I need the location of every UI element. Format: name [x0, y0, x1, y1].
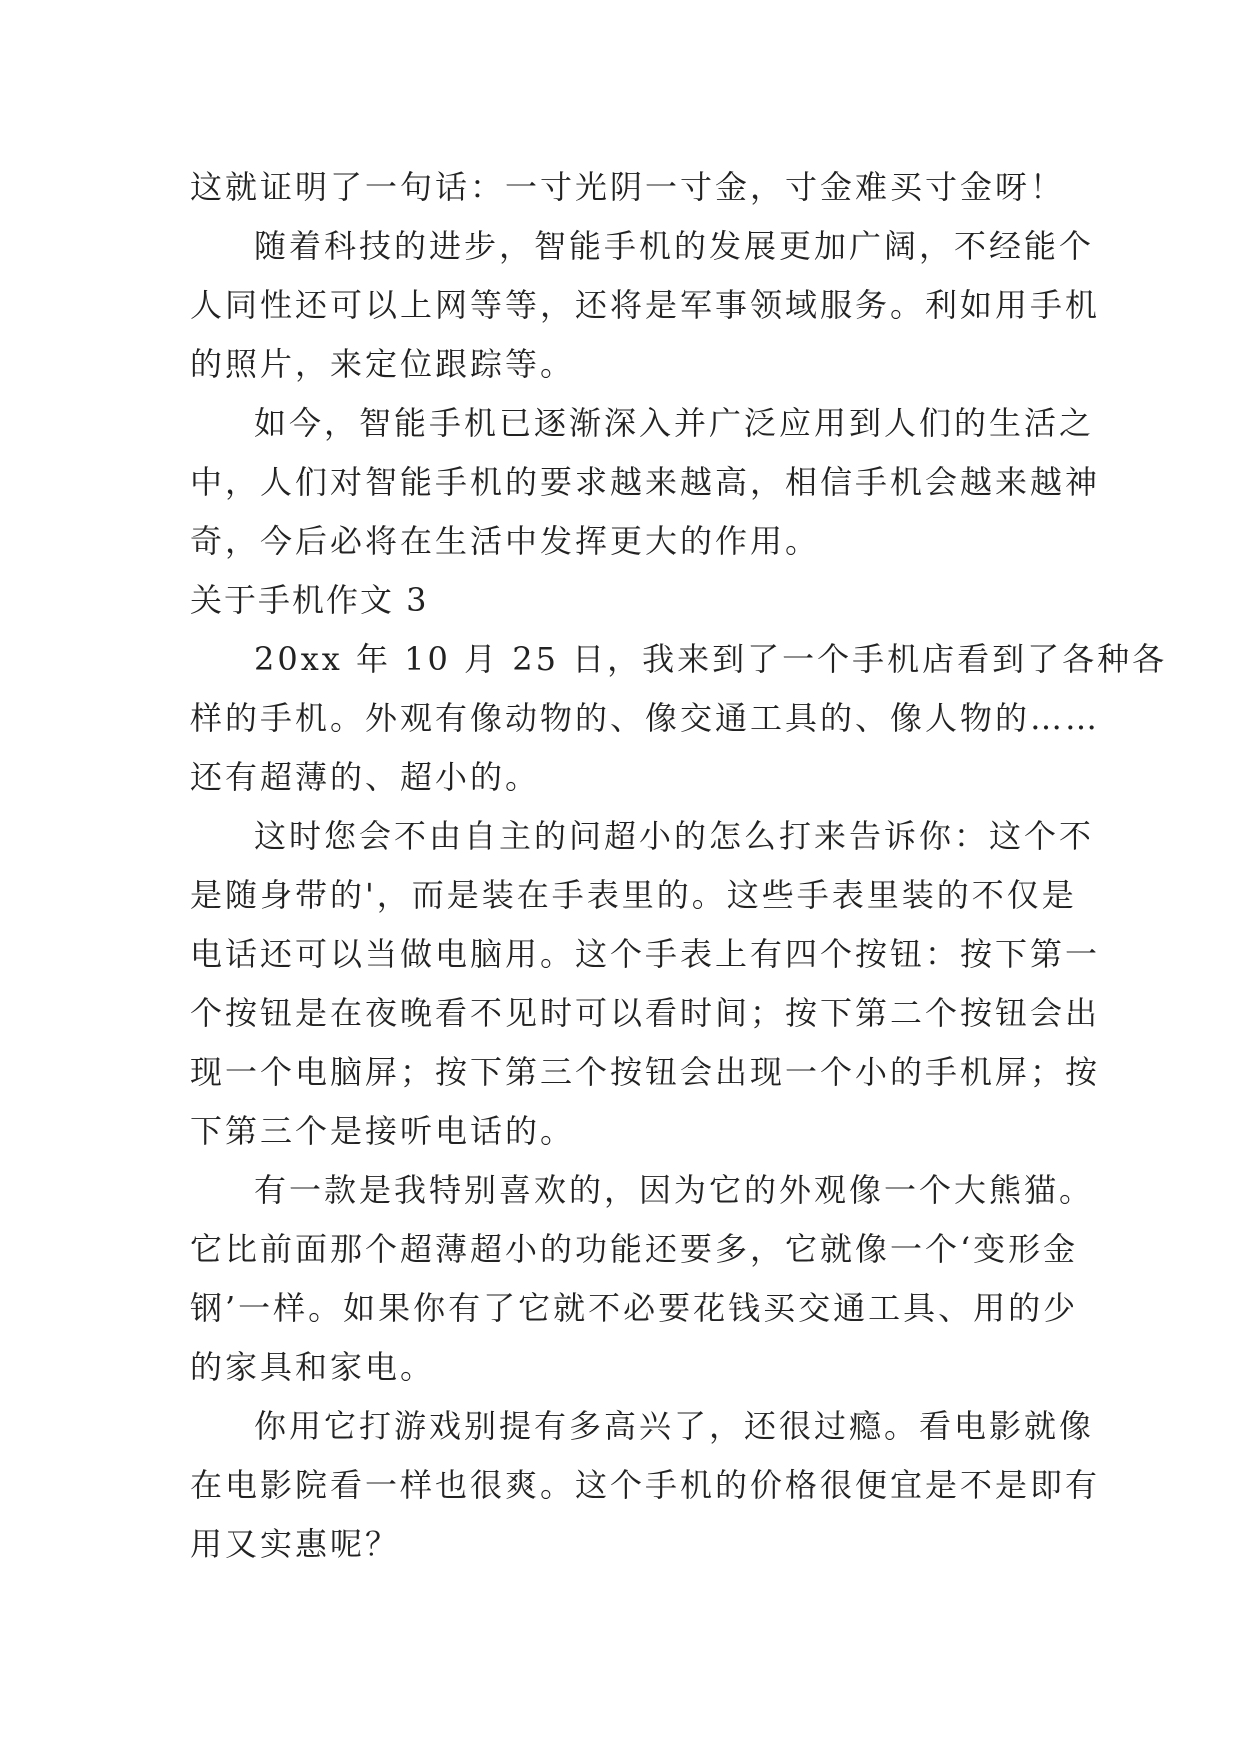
text-line: 现一个电脑屏；按下第三个按钮会出现一个小的手机屏；按: [190, 1053, 1101, 1091]
paragraph: [190, 217, 1101, 394]
text-line: 钢’一样。如果你有了它就不必要花钱买交通工具、用的少: [190, 1289, 1079, 1327]
text-line: 个按钮是在夜晚看不见时可以看时间；按下第二个按钮会出: [190, 994, 1101, 1032]
text-line: 它比前面那个超薄超小的功能还要多，它就像一个‘变形金: [190, 1230, 1079, 1268]
text-line: 中，人们对智能手机的要求越来越高，相信手机会越来越神: [190, 463, 1101, 501]
paragraph: [190, 807, 1101, 1161]
paragraph: [190, 394, 1101, 571]
paragraph: [190, 158, 1066, 217]
text-line: 的照片，来定位跟踪等。: [190, 345, 576, 383]
document-body: [190, 158, 1168, 1574]
text-line: 这时您会不由自主的问超小的怎么打来告诉你：这个不: [254, 817, 1095, 855]
text-line: 是随身带的'，而是装在手表里的。这些手表里装的不仅是: [190, 876, 1077, 914]
text-line: 随着科技的进步，智能手机的发展更加广阔，不经能个: [254, 227, 1095, 265]
text-line: 你用它打游戏别提有多高兴了，还很过瘾。看电影就像: [254, 1407, 1095, 1445]
paragraph: [190, 630, 1168, 807]
text-line: 这就证明了一句话：一寸光阴一寸金，寸金难买寸金呀！: [190, 168, 1066, 206]
text-line: 电话还可以当做电脑用。这个手表上有四个按钮：按下第一: [190, 935, 1101, 973]
text-line: 还有超薄的、超小的。: [190, 758, 541, 796]
text-line: 有一款是我特别喜欢的，因为它的外观像一个大熊猫。: [254, 1171, 1095, 1209]
paragraph: [190, 1161, 1095, 1397]
text-line: 奇，今后必将在生活中发挥更大的作用。: [190, 522, 821, 560]
text-line: 样的手机。外观有像动物的、像交通工具的、像人物的……: [190, 699, 1101, 737]
text-line: 如今，智能手机已逐渐深入并广泛应用到人们的生活之: [254, 404, 1095, 442]
text-line: 用又实惠呢？: [190, 1525, 401, 1563]
text-line: 人同性还可以上网等等，还将是军事领域服务。利如用手机: [190, 286, 1101, 324]
text-line: 在电影院看一样也很爽。这个手机的价格很便宜是不是即有: [190, 1466, 1101, 1504]
text-line: 的家具和家电。: [190, 1348, 436, 1386]
text-line: 20xx 年 10 月 25 日，我来到了一个手机店看到了各种各: [254, 640, 1168, 678]
section-title: 关于手机作文 3: [190, 581, 429, 619]
paragraph: [190, 1397, 1101, 1574]
text-line: 下第三个是接听电话的。: [190, 1112, 576, 1150]
